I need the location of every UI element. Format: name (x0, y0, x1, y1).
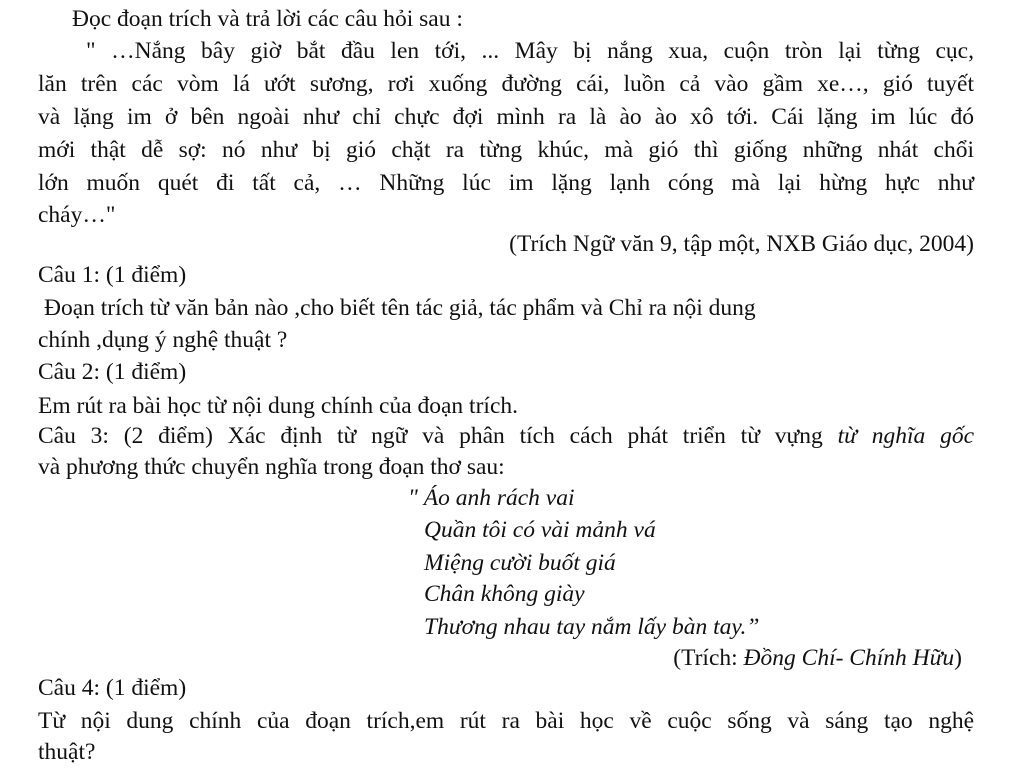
question-4-line-1: Từ nội dung chính của đoạn trích,em rút ra bài học về cuộc sống và sáng tạo nghệ (38, 708, 974, 734)
instruction-line: Đọc đoạn trích và trả lời các câu hỏi sau : (72, 6, 463, 32)
poem-source-author: Đồng Chí- Chính Hữu (743, 645, 955, 671)
poem-line-3: Miệng cười buốt giá (424, 550, 616, 576)
question-3-line-2: và phương thức chuyển nghĩa trong đoạn thơ sau: (38, 454, 505, 480)
passage-line-4: mới thật dễ sợ: nó như bị gió chặt ra từng khúc, mà gió thì giống những nhát chổi (38, 137, 974, 163)
poem-line-1: " Áo anh rách vai (408, 485, 575, 511)
question-3-text: Câu 3: (2 điểm) Xác định từ ngữ và phân tích cách phát triển từ vựng (38, 423, 838, 449)
poem-line-2: Quần tôi có vài mảnh vá (424, 517, 656, 543)
question-2-line: Em rút ra bài học từ nội dung chính của đoạn trích. (38, 393, 518, 419)
passage-line-1: " …Nắng bây giờ bắt đầu len tới, ... Mây bị nắng xua, cuộn tròn lại từng cục, (86, 38, 974, 64)
passage-line-3: và lặng im ở bên ngoài như chỉ chực đợi mình ra là ào ào xô tới. Cái lặng im lúc đó (38, 104, 974, 130)
question-3-italic-term: từ nghĩa gốc (837, 423, 974, 449)
question-4-title: Câu 4: (1 điểm) (38, 675, 187, 701)
question-4-line-2: thuật? (38, 739, 96, 765)
poem-source-suffix: ) (954, 645, 962, 671)
poem-source-prefix: (Trích: (673, 645, 744, 671)
poem-line-4: Chân không giày (424, 581, 585, 607)
passage-line-6: cháy…" (38, 202, 116, 228)
question-1-title: Câu 1: (1 điểm) (38, 262, 187, 288)
passage-line-5: lớn muốn quét đi tất cả, … Những lúc im lặng lạnh cóng mà lại hừng hực như (38, 170, 974, 196)
question-3-line-1 (38, 421, 974, 451)
question-2-title: Câu 2: (1 điểm) (38, 359, 187, 385)
question-1-line-2: chính ,dụng ý nghệ thuật ? (38, 327, 288, 353)
question-1-line-1: Đoạn trích từ văn bản nào ,cho biết tên tác giả, tác phẩm và Chỉ ra nội dung (44, 295, 756, 321)
passage-source: (Trích Ngữ văn 9, tập một, NXB Giáo dục, 2004) (509, 231, 974, 257)
poem-line-5: Thương nhau tay nắm lấy bàn tay.” (424, 614, 760, 640)
passage-line-2: lăn trên các vòm lá ướt sương, rơi xuống đường cái, luồn cả vào gầm xe…, gió tuyết (38, 71, 974, 97)
poem-source (500, 643, 962, 673)
